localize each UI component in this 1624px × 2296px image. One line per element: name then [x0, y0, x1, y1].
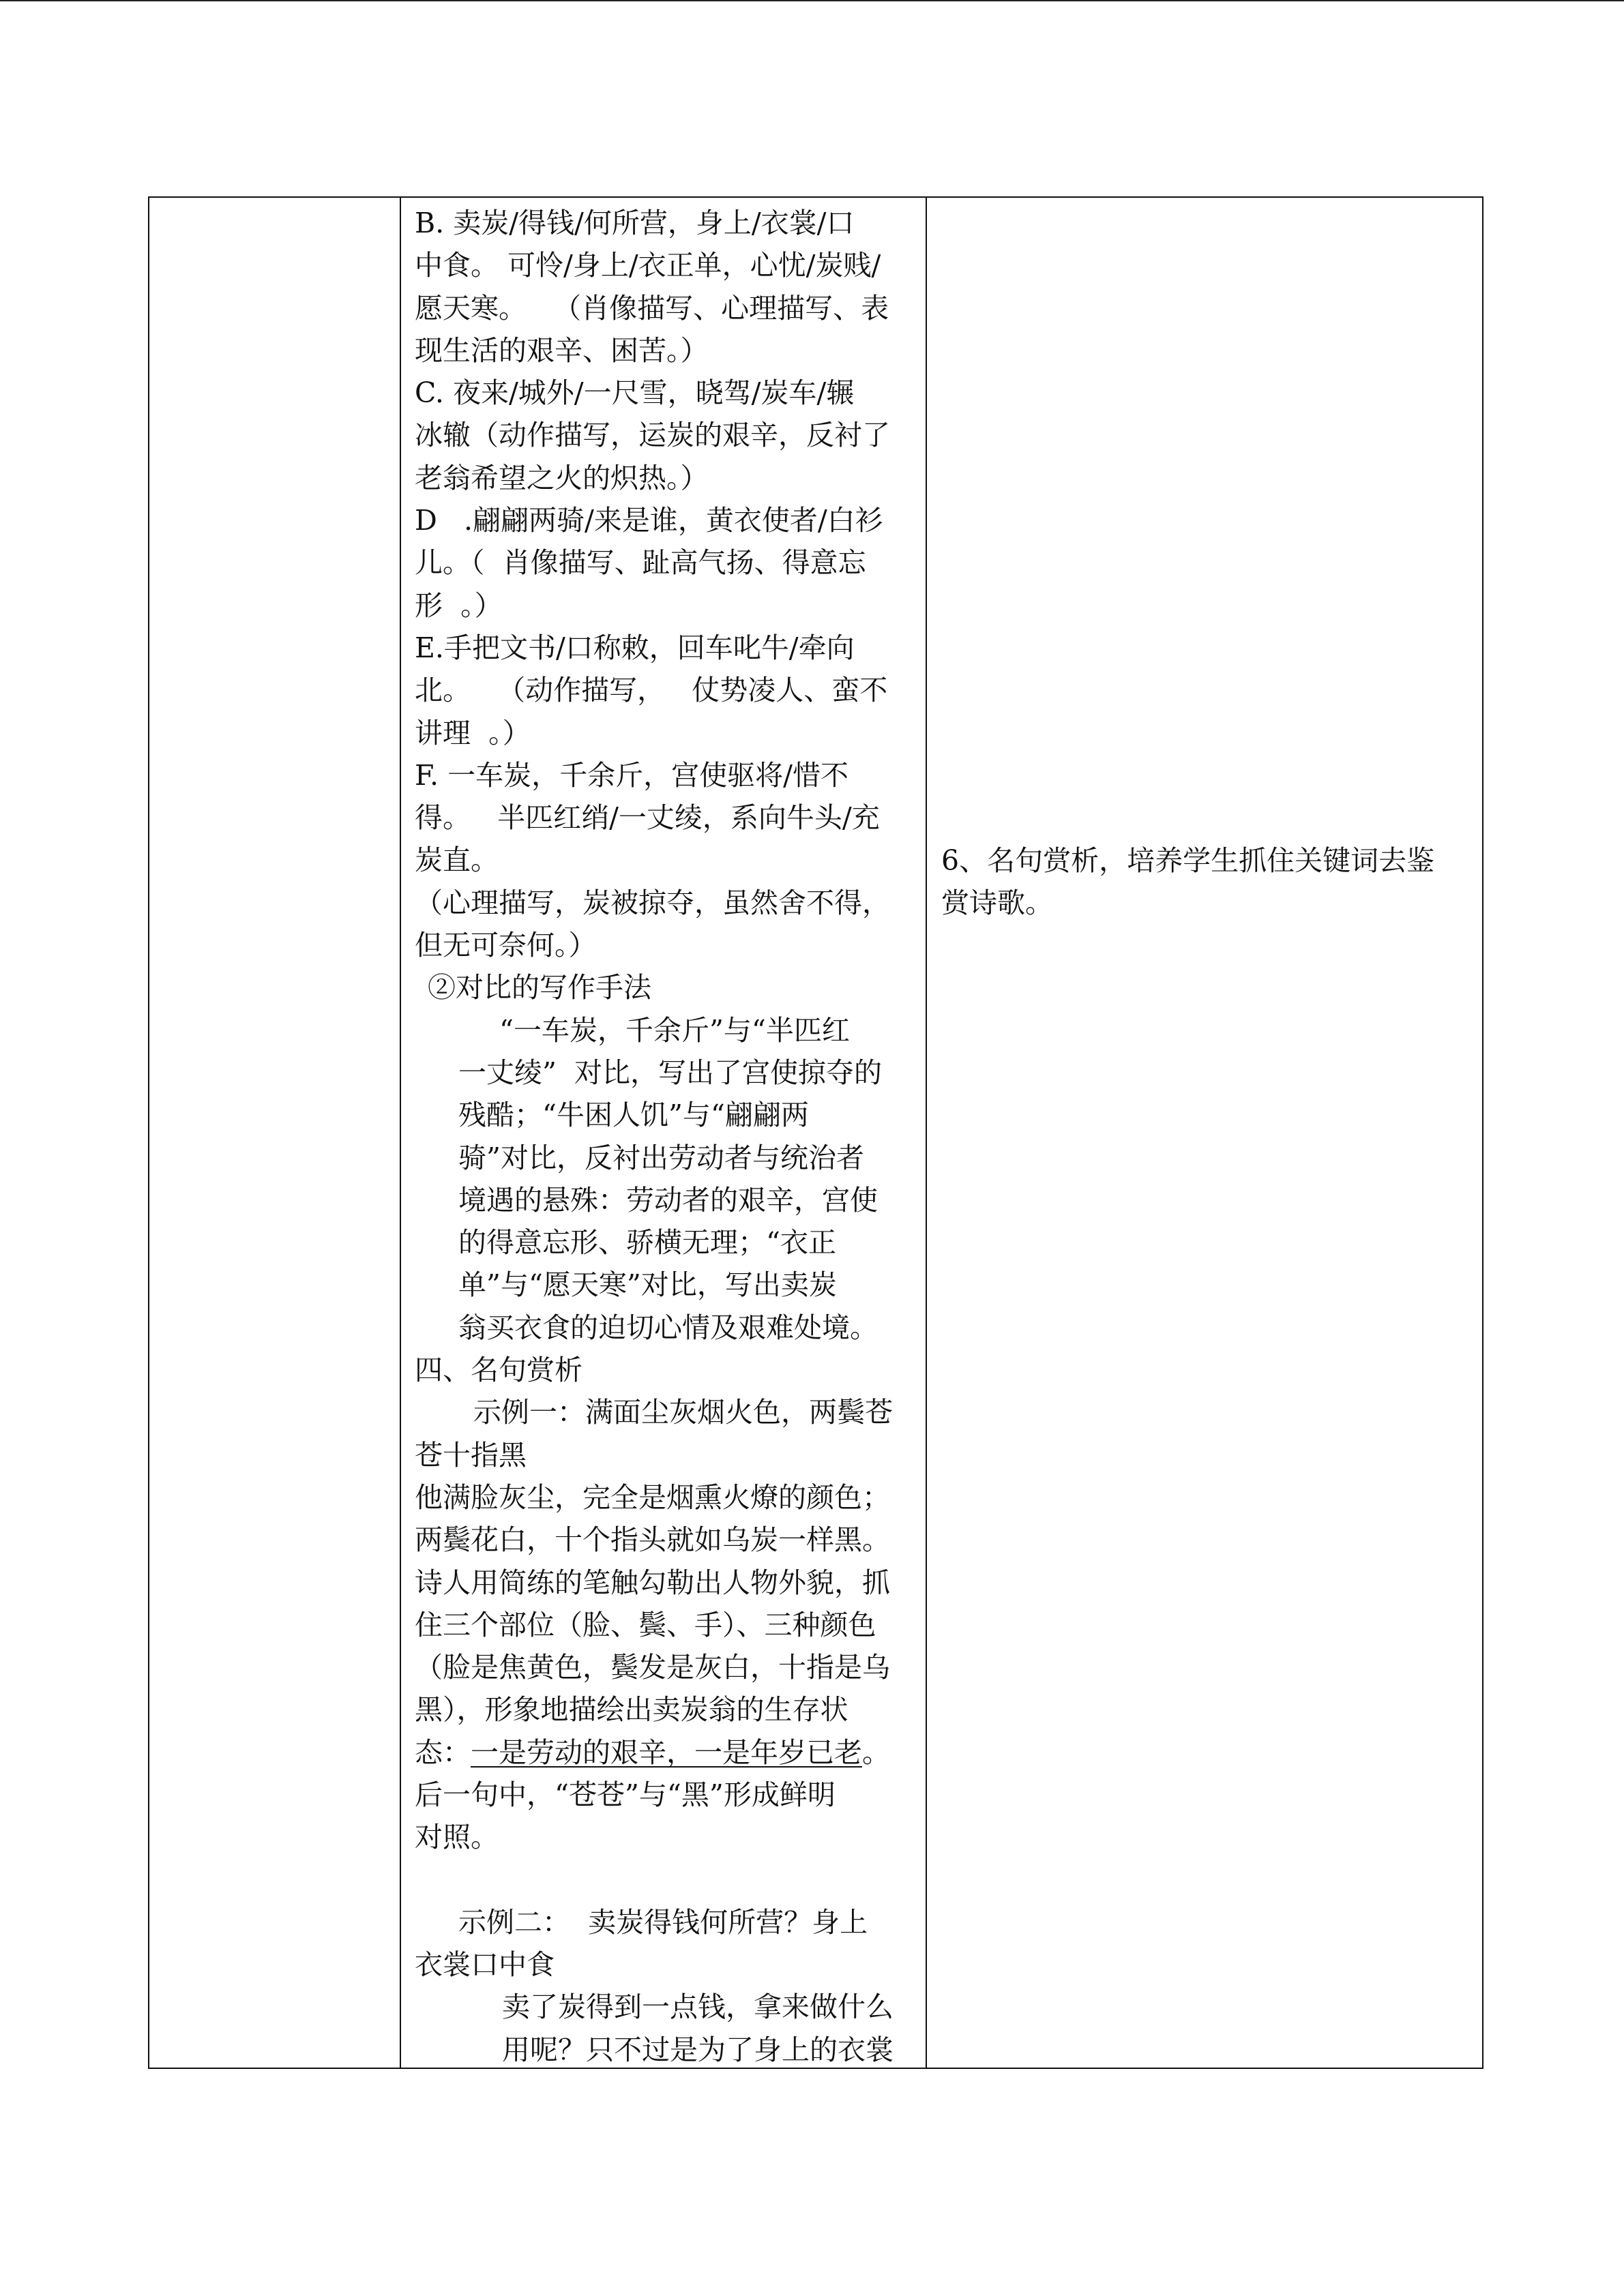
subsection-heading: ②对比的写作手法 [428, 971, 651, 1004]
text-line: 老翁希望之火的炽热。） [415, 461, 709, 494]
example-heading: 示例一：满面尘灰烟火色，两鬓苍 [473, 1396, 893, 1429]
text-line: 住三个部位（脸、鬓、手）、三种颜色 [415, 1608, 876, 1641]
text-line: 用呢？只不过是为了身上的衣裳 [502, 2033, 894, 2066]
text-line: 儿。（ 肖像描写、趾高气扬、得意忘 [415, 546, 866, 580]
text-line: 黑），形象地描绘出卖炭翁的生存状 [415, 1693, 848, 1727]
table-cell-left [149, 198, 401, 2068]
text-line: 卖了炭得到一点钱，拿来做什么 [502, 1991, 894, 2024]
text-line: 的得意忘形、骄横无理；“衣正 [458, 1226, 836, 1259]
text-line: “一车炭，千余斤”与“半匹红 [499, 1013, 850, 1047]
text-line: 讲理 。） [415, 716, 531, 749]
section-heading: 四、名句赏析 [415, 1354, 582, 1387]
text-line: 北。 （动作描写， 仗势凌人、蛮不 [415, 674, 888, 707]
text-line: 炭直。 [415, 844, 499, 877]
text-line: 得。 半匹红绡/一丈绫，系向牛头/充 [415, 801, 880, 835]
text-line: 残酷；“牛困人饥”与“翩翩两 [458, 1099, 809, 1132]
text-line: B. 卖炭/得钱/何所营，身上/衣裳/口 [415, 207, 855, 239]
text-line: 境遇的悬殊：劳动者的艰辛，宫使 [458, 1183, 878, 1217]
text-line: 形 。） [415, 588, 503, 622]
text-line: 中食。 可怜/身上/衣正单，心忧/炭贱/ [415, 249, 881, 282]
text-line: 两鬓花白，十个指头就如乌炭一样黑。 [415, 1523, 890, 1557]
table-cell-design-intent [927, 198, 1482, 2068]
text-line: 现生活的艰辛、困苦。） [415, 333, 709, 367]
blank-line [415, 1859, 919, 1901]
text-line: 翁买衣食的迫切心情及艰难处境。 [458, 1311, 878, 1344]
text-line: 对照。 [415, 1821, 499, 1854]
page-top-rule [0, 0, 1624, 1]
text-line: 单”与“愿天寒”对比，写出卖炭 [458, 1268, 837, 1302]
text-line: （脸是焦黄色，鬓发是灰白，十指是乌 [415, 1651, 890, 1684]
example-heading: 示例二： 卖炭得钱何所营？身上 [458, 1905, 868, 1939]
text-line: 诗人用简练的笔触勾勒出人物外貌，抓 [415, 1566, 890, 1599]
text-line: 愿天寒。 （肖像描写、心理描写、表 [415, 291, 889, 325]
text-line: E.手把文书/口称敕，回车叱牛/牵向 [415, 631, 855, 664]
text-line: 但无可奈何。） [415, 929, 597, 962]
text-line: 衣裳口中食 [415, 1948, 555, 1982]
text-line: 他满脸灰尘，完全是烟熏火燎的颜色； [415, 1480, 890, 1514]
lesson-plan-table [148, 196, 1483, 2069]
text-line: 骑”对比，反衬出劳动者与统治者 [458, 1141, 864, 1174]
text-line-with-underline [415, 1731, 919, 1774]
text-line: D .翩翩两骑/来是谁，黄衣使者/白衫 [415, 504, 883, 537]
text-fragment: 态： [415, 1735, 471, 1769]
text-line: 一丈绫” 对比，写出了宫使掠夺的 [458, 1056, 883, 1089]
text-fragment: 。 [862, 1735, 890, 1769]
table-cell-teaching-content [401, 198, 927, 2068]
text-line: （心理描写，炭被掠夺，虽然舍不得， [415, 886, 890, 919]
text-line: C. 夜来/城外/一尺雪，晓驾/炭车/辗 [415, 376, 855, 410]
underlined-phrase: 一是劳动的艰辛，一是年岁已老 [471, 1735, 862, 1769]
text-line: 6、名句赏析，培养学生抓住关键词去鉴 [941, 844, 1435, 877]
text-line: 赏诗歌。 [941, 886, 1053, 920]
text-line: F. 一车炭，千余斤，宫使驱将/惜不 [415, 758, 848, 792]
text-line: 冰辙（动作描写，运炭的艰辛，反衬了 [415, 419, 890, 452]
text-line: 苍十指黑 [415, 1438, 527, 1472]
text-line: 后一句中，“苍苍”与“黑”形成鲜明 [415, 1778, 836, 1811]
